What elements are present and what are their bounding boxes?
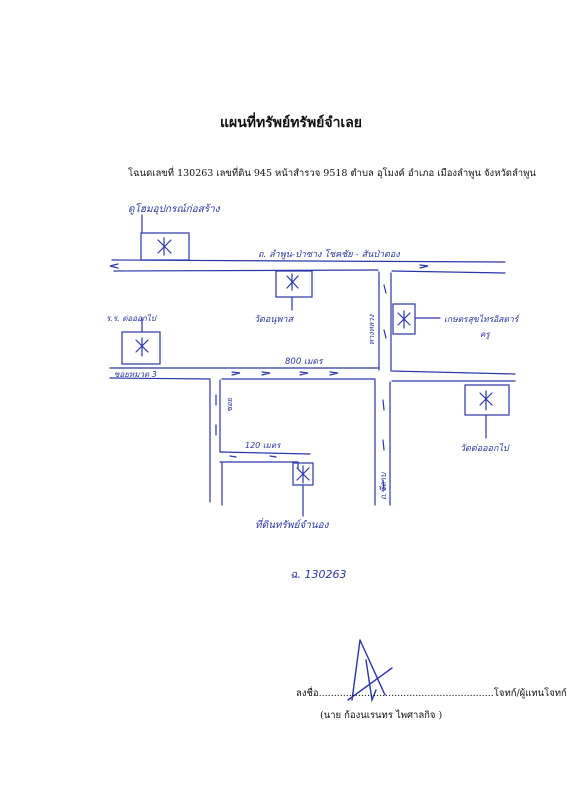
soi-branch-top [220,452,310,454]
deed-info: โฉนดเลขที่ 130263 เลขที่ดิน 945 หน้าสำรวจ 9518 ตำบล อุโมงค์ อำเภอ เมืองลำพูน จังหวัดลำพูน [128,168,536,179]
building-left-school [122,332,160,364]
label-top-left-building: ดูโฮมอุปกรณ์ก่อสร้าง [128,204,220,215]
label-right-bottom-building: วัดต่อออกไป [460,444,509,454]
label-main-road: ถ. ลำพูน-ป่าซาง โชคชัย - สันป่าตอง [258,250,400,260]
label-right-building: เกษตรสุขไทรอิสตาร์ [444,315,519,325]
label-distance-small: 120 เมตร [245,441,281,450]
sign-prefix: ลงชื่อ [296,688,319,699]
signature-line [296,686,567,701]
soi-branch-bottom [220,462,298,468]
signer-name: (นาย ก้องนเรนทร ไพศาลกิจ ) [320,710,443,721]
sign-suffix: โจทก์/ผู้แทนโจทก์ [493,688,567,699]
label-distance-main: 800 เมตร [285,357,323,367]
label-plot-number: ฉ. 130263 [290,568,347,581]
label-soi-vertical: ซอย [225,398,234,412]
label-wat: วัดอนุพาส [254,315,293,325]
mid-road-bottom-edge [110,378,515,381]
label-left-building: ร.ร. ต่อออกไป [106,314,156,323]
label-vertical-mid: ถ.ซีลาบ [379,472,388,500]
sign-dots: .......................................................... [318,688,494,699]
mid-road-top-edge [110,368,515,374]
label-vertical-right: ทางหลวง [367,314,376,345]
label-plot: ที่ดินทรัพย์จำนอง [255,520,329,531]
label-right-building-2: ครู [480,330,490,339]
page-title: แผนที่ทรัพย์ทรัพย์จำเลย [219,115,363,131]
label-road-left-bottom: ซอยหมวด 3 [114,370,157,379]
